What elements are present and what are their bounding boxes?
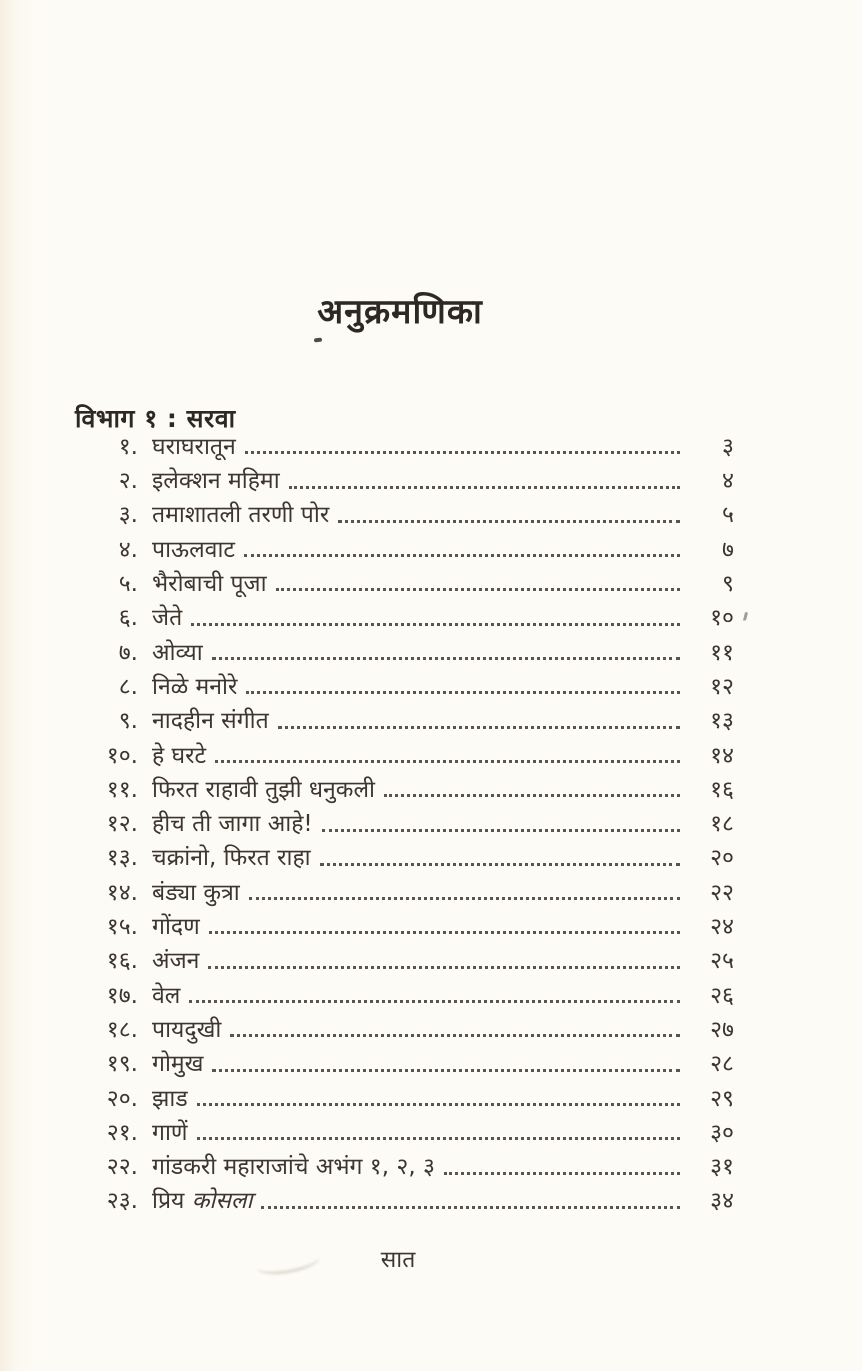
entry-page-number: ३१ <box>710 1154 734 1181</box>
toc-entry <box>92 597 734 631</box>
dot-leader <box>384 794 680 797</box>
dot-leader <box>191 623 680 626</box>
dot-leader <box>197 1103 680 1106</box>
toc-entry <box>92 666 734 700</box>
dot-leader <box>261 1206 680 1209</box>
dot-leader <box>245 451 680 454</box>
toc-entry <box>92 700 734 734</box>
dot-leader <box>189 1000 680 1003</box>
toc-entry <box>92 495 734 529</box>
entry-page-number: ३ <box>722 433 734 460</box>
entry-title <box>152 1120 188 1146</box>
toc-entry <box>92 769 734 803</box>
dot-leader <box>322 829 680 832</box>
entry-title-text: घराघरातून <box>152 433 236 460</box>
entry-title-text: इलेक्शन महिमा <box>152 468 280 495</box>
entry-title-text: गाणें <box>152 1119 188 1146</box>
entry-title-text: जेते <box>152 605 183 632</box>
toc-entry <box>92 529 734 563</box>
toc-entry <box>92 1009 734 1043</box>
dot-leader <box>338 520 680 523</box>
entry-title <box>152 777 375 803</box>
toc-entry <box>92 975 734 1009</box>
entry-number: १५. <box>106 914 138 941</box>
dot-leader <box>289 486 680 489</box>
entry-number: ९. <box>118 708 138 735</box>
entry-number: १. <box>118 433 138 460</box>
entry-page-number: २८ <box>710 1051 734 1078</box>
entry-page-number: १८ <box>710 811 734 838</box>
entry-page-number: ३४ <box>710 1188 734 1215</box>
dot-leader <box>244 554 680 557</box>
entry-title-text: हीच ती जागा आहे! <box>152 811 313 838</box>
entry-title-text: पायदुखी <box>152 1016 222 1043</box>
entry-number: २३. <box>106 1188 138 1215</box>
entry-title <box>152 502 329 528</box>
entry-title <box>152 605 182 631</box>
entry-title <box>152 1188 252 1214</box>
toc-entry <box>92 632 734 666</box>
entry-page-number: १० <box>710 605 734 632</box>
entry-title-text: चक्रांनो, फिरत राहा <box>152 845 311 872</box>
dot-leader <box>197 1137 680 1140</box>
entry-title <box>152 1051 203 1077</box>
entry-page-number: ३० <box>710 1119 734 1146</box>
entry-title-text: प्रिय <box>152 1188 192 1215</box>
entry-page-number: १३ <box>710 708 734 735</box>
dot-leader <box>212 657 680 660</box>
entry-page-number: २७ <box>710 1016 734 1043</box>
dot-leader <box>249 897 680 900</box>
folio-page-number: सात <box>380 1247 416 1273</box>
entry-page-number: १२ <box>710 673 734 700</box>
entry-number: १४. <box>106 879 138 906</box>
toc-entry <box>92 1112 734 1146</box>
entry-number: ३. <box>118 502 138 529</box>
dot-leader <box>444 1172 680 1175</box>
entry-page-number: ९ <box>722 571 734 598</box>
entry-title <box>152 845 311 871</box>
entry-number: ७. <box>118 639 138 666</box>
entry-number: ८. <box>118 673 138 700</box>
entry-number: १९. <box>106 1051 138 1078</box>
entry-title-text: भैरोबाची पूजा <box>152 571 267 598</box>
entry-page-number: ७ <box>722 536 734 563</box>
toc-entry <box>92 735 734 769</box>
entry-number: १२. <box>106 811 138 838</box>
toc-entry <box>92 1078 734 1112</box>
entry-number: २१. <box>106 1119 138 1146</box>
entry-title <box>152 640 203 666</box>
dot-leader <box>276 588 680 591</box>
entry-title-italic: कोसला <box>191 1188 253 1215</box>
entry-title-text: अंजन <box>152 948 200 975</box>
entry-title <box>152 1017 221 1043</box>
entry-page-number: १६ <box>710 776 734 803</box>
dot-leader <box>278 726 680 729</box>
dot-leader <box>320 863 680 866</box>
entry-title <box>152 811 313 837</box>
toc-entry <box>92 803 734 837</box>
entry-title-text: निळे मनोरे <box>152 673 238 700</box>
entry-number: १३. <box>106 845 138 872</box>
entry-title <box>152 880 240 906</box>
dot-leader <box>230 1034 680 1037</box>
entry-title-text: तमाशातली तरणी पोर <box>152 502 330 529</box>
entry-number: ४. <box>118 536 138 563</box>
dot-leader <box>208 966 680 969</box>
entry-title-text: बंड्या कुत्रा <box>152 879 240 906</box>
entry-page-number: ५ <box>722 502 734 529</box>
entry-title-text: ओव्या <box>152 639 203 666</box>
entry-page-number: ११ <box>710 639 734 666</box>
entry-number: १७. <box>106 982 138 1009</box>
entry-number: २२. <box>106 1154 138 1181</box>
stray-ink-mark <box>743 612 748 621</box>
dot-leader <box>215 760 680 763</box>
entry-title-text: वेल <box>152 982 181 1009</box>
entry-page-number: २६ <box>710 982 734 1009</box>
toc-entry <box>92 838 734 872</box>
entry-title-text: झाड <box>152 1085 188 1112</box>
entry-number: १६. <box>106 948 138 975</box>
entry-page-number: २४ <box>710 914 734 941</box>
entry-title-text: गोमुख <box>152 1051 204 1078</box>
entry-title <box>152 468 280 494</box>
entry-page-number: २९ <box>710 1085 734 1112</box>
entry-page-number: ४ <box>722 468 734 495</box>
entry-title <box>152 571 267 597</box>
page-title: अनुक्रमणिका <box>317 291 483 332</box>
entry-title <box>152 1086 188 1112</box>
toc-entry <box>92 872 734 906</box>
entry-title-text: फिरत राहावी तुझी धनुकली <box>152 776 375 803</box>
entry-title-text: गांडकरी महाराजांचे अभंग १, २, ३ <box>152 1154 435 1181</box>
entry-number: ५. <box>118 571 138 598</box>
entry-title-text: पाऊलवाट <box>152 536 236 563</box>
toc-entry <box>92 426 734 460</box>
toc-entry <box>92 906 734 940</box>
toc-entry <box>92 1043 734 1077</box>
entry-title <box>152 983 180 1009</box>
toc-entry <box>92 460 734 494</box>
section-heading: विभाग १ : सरवा <box>75 403 236 433</box>
dot-leader <box>212 1069 680 1072</box>
ink-dot-mark <box>314 338 322 343</box>
entry-number: १०. <box>106 742 138 769</box>
entry-title-text: नादहीन संगीत <box>152 708 269 735</box>
dot-leader <box>209 931 680 934</box>
toc-entry <box>92 1146 734 1180</box>
entry-title <box>152 914 200 940</box>
entry-page-number: २५ <box>710 948 734 975</box>
entry-title-text: गोंदण <box>152 914 200 941</box>
toc-entry <box>92 563 734 597</box>
entry-title <box>152 537 235 563</box>
toc-entry <box>92 940 734 974</box>
entry-title <box>152 708 269 734</box>
entry-title <box>152 434 236 460</box>
entry-title-text: हे घरटे <box>152 742 207 769</box>
toc-list <box>92 426 734 1215</box>
toc-entry <box>92 1181 734 1215</box>
entry-number: २. <box>118 468 138 495</box>
entry-number: १८. <box>106 1016 138 1043</box>
entry-page-number: २२ <box>710 879 734 906</box>
entry-number: २०. <box>106 1085 138 1112</box>
entry-number: ६. <box>118 605 138 632</box>
entry-page-number: २० <box>710 845 734 872</box>
dot-leader <box>246 691 680 694</box>
entry-title <box>152 674 237 700</box>
entry-title <box>152 948 199 974</box>
entry-number: ११. <box>106 776 138 803</box>
entry-title <box>152 1154 435 1180</box>
entry-page-number: १४ <box>710 742 734 769</box>
entry-title <box>152 743 206 769</box>
